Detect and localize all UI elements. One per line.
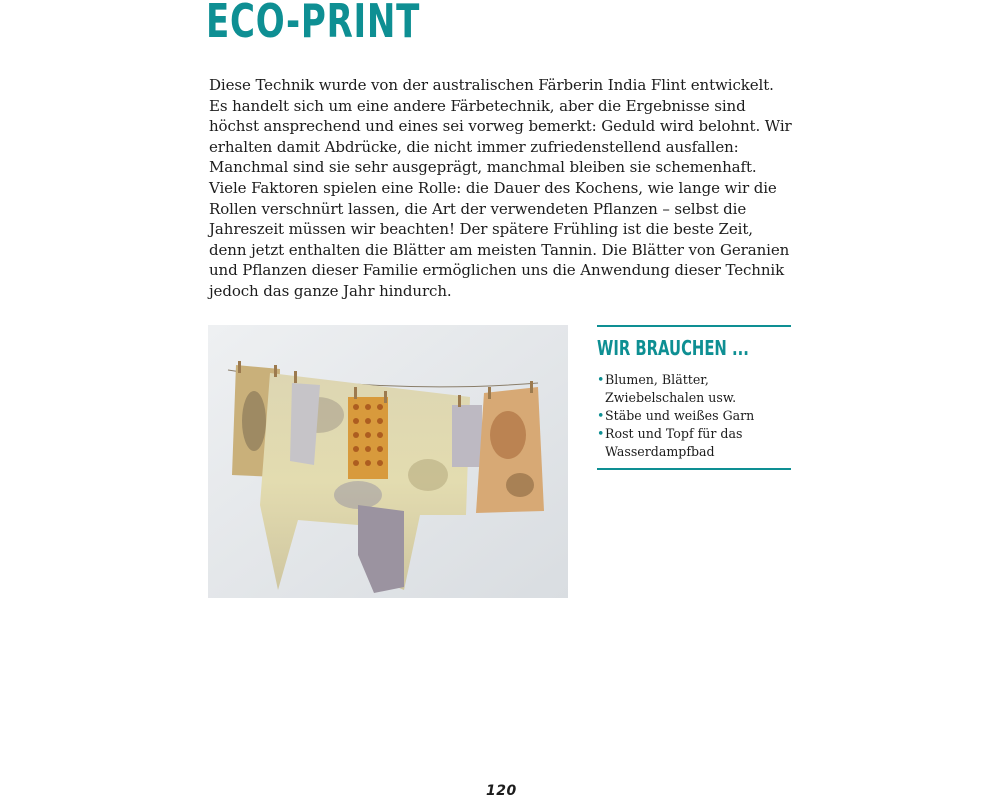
leaf-print bbox=[242, 391, 266, 451]
bullet-icon: • bbox=[597, 372, 605, 387]
intro-paragraph: Diese Technik wurde von der australischen Färberin India Flint entwickelt. Es handelt sich um eine andere Färbetechnik, aber die Ergebnisse sind höchst ansprechend und eines sei vorweg bemerkt: Geduld wird belohnt. Wir erhalten damit Abdrücke, die nicht immer zufriedenstellend ausfallen: Manchmal sind sie sehr ausgeprägt, manchmal bleiben sie schemenhaft. Viele Faktoren spielen eine Rolle: die Dauer des Kochens, wie lange wir die Rollen verschnürt lassen, die Art der verwendeten Pflanzen – selbst die Jahreszeit müssen wir beachten! Der spätere Frühling ist die beste Zeit, denn jetzt enthalten die Blätter am meisten Tannin. Die Blätter von Geranien und Pflanzen dieser Familie ermöglichen uns die Anwendung dieser Technik jedoch das ganze Jahr hindurch. bbox=[209, 76, 792, 300]
list-item bbox=[597, 407, 791, 425]
list-item bbox=[597, 371, 791, 407]
list-item-text: Stäbe und weißes Garn bbox=[605, 408, 755, 423]
cloth-small-grey bbox=[452, 405, 482, 467]
materials-list bbox=[597, 371, 791, 461]
leaf-print bbox=[408, 459, 448, 491]
leaf-print bbox=[506, 473, 534, 497]
leaf-print bbox=[334, 481, 382, 509]
bullet-icon: • bbox=[597, 426, 605, 441]
bullet-icon: • bbox=[597, 408, 605, 423]
page-number: 120 bbox=[486, 783, 517, 799]
eco-print-photo bbox=[208, 325, 568, 598]
list-item bbox=[597, 425, 791, 461]
list-item-text: Blumen, Blätter, Zwiebelschalen usw. bbox=[605, 372, 737, 405]
page-title: ECO-PRINT bbox=[206, 0, 421, 48]
materials-heading: WIR BRAUCHEN ... bbox=[597, 336, 749, 360]
materials-box bbox=[597, 325, 791, 470]
list-item-text: Rost und Topf für das Wasserdampfbad bbox=[605, 426, 743, 459]
leaf-print bbox=[490, 411, 526, 459]
